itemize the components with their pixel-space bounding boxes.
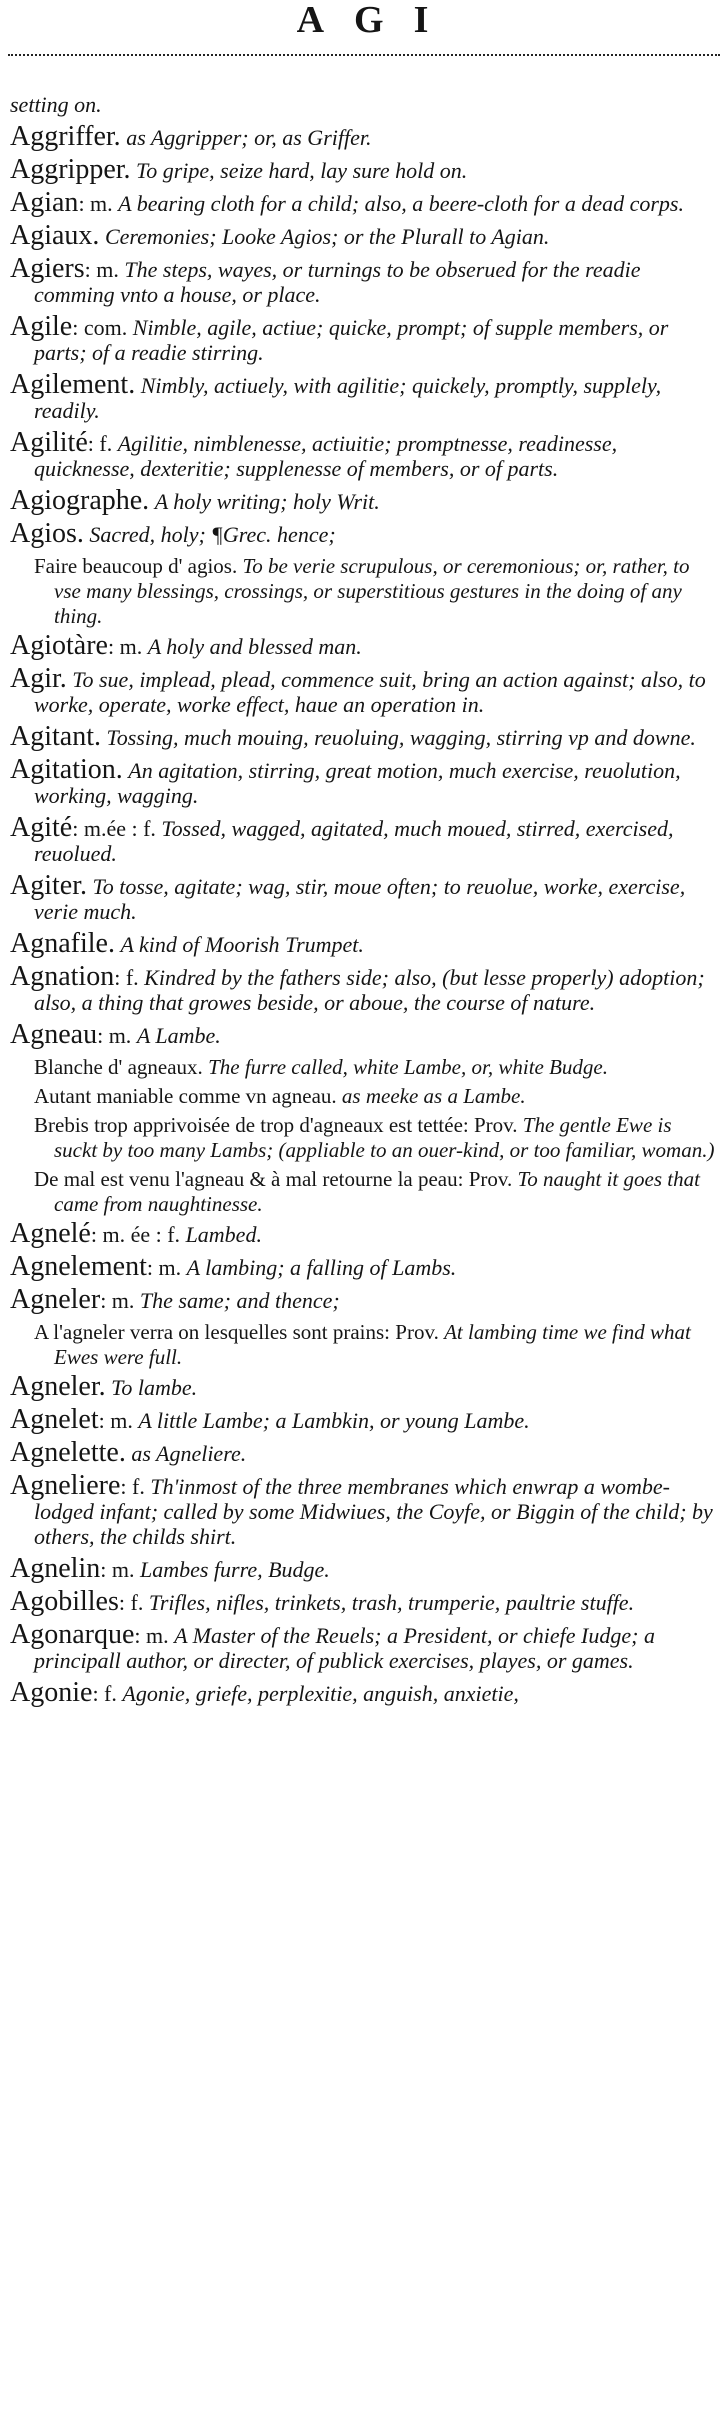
definition: To tosse, agitate; wag, stir, moue often; to reuolue, worke, exercise, verie much. [34,874,686,924]
definition: Kindred by the fathers side; also, (but lesse properly) adoption; also, a thing that growes beside, or aboue, the course of nature. [34,965,705,1015]
dictionary-entry [10,961,715,1015]
definition: To lambe. [111,1375,198,1400]
dictionary-entry [10,754,715,808]
definition: At lambing time we find what Ewes were full. [54,1320,691,1369]
dictionary-entry [10,721,715,752]
header-rule [8,54,720,56]
dictionary-entry [10,1218,715,1249]
definition: An agitation, stirring, great motion, much exercise, reuolution, working, wagging. [34,758,681,808]
dictionary-entry [10,812,715,866]
dictionary-entry [10,518,715,549]
headword: Agiographe. [10,485,150,516]
dictionary-entry [10,1371,715,1402]
grammar-tag: : m. [100,1288,135,1313]
headword: Agonie [10,1677,93,1708]
grammar-tag: : m. [146,1255,182,1280]
dictionary-entry [10,1553,715,1584]
headword: Agios. [10,518,84,549]
definition: To gripe, seize hard, lay sure hold on. [136,158,468,183]
dictionary-entry [10,1437,715,1468]
definition: The furre called, white Lambe, or, white Budge. [208,1055,608,1079]
definition: A holy writing; holy Writ. [154,489,380,514]
headword: Agiotàre [10,630,108,661]
headword: Agnelet [10,1404,99,1435]
dictionary-entry [10,1251,715,1282]
dictionary-entry [10,870,715,924]
grammar-tag: : f. [92,1681,117,1706]
running-head: AGI [296,0,459,41]
definition: The gentle Ewe is suckt by too many Lambs; (appliable to an ouer-kind, or too familiar, woman.) [54,1113,715,1162]
headword: Agnelin [10,1553,101,1584]
proverb-tag: Prov. [473,1113,518,1137]
grammar-tag: : f. [114,965,139,990]
dictionary-entry [10,928,715,959]
dictionary-entry [10,1586,715,1617]
dictionary-entry [10,630,715,661]
headword: Agiaux. [10,220,100,251]
headword: Agnation [10,961,115,992]
headword: Agir. [10,663,67,694]
definition: Tossed, wagged, agitated, much moued, stirred, exercised, reuolued. [34,816,674,866]
dictionary-entry [10,187,715,218]
definition: Th'inmost of the three membranes which enwrap a wombe-lodged infant; called by some Midwiues, the Coyfe, or Biggin of the child; by others, the childs shirt. [34,1474,713,1549]
headword: Agnelette. [10,1437,126,1468]
dictionary-entry [10,1619,715,1673]
headword: Agité [10,812,73,843]
proverb-tag: Prov. [395,1320,439,1344]
entry-list [10,92,715,1713]
headword: Agneler [10,1284,101,1315]
grammar-tag: : f. [118,1590,144,1615]
definition: The same; and thence; [139,1288,340,1313]
grammar-tag: : m. [84,257,119,282]
headword: Agitation. [10,754,123,785]
grammar-tag: : m. [97,1023,132,1048]
grammar-tag: : m. ée : f. [90,1222,181,1247]
definition: Tossing, much mouing, reuoluing, wagging, stirring vp and downe. [106,725,696,750]
phrase: Faire beaucoup d' agios. [34,554,238,578]
dictionary-entry [10,121,715,152]
dictionary-entry [10,663,715,717]
dictionary-entry [10,1470,715,1549]
phrase: Autant maniable comme vn agneau. [34,1084,337,1108]
dictionary-entry [10,369,715,423]
dictionary-entry [10,1019,715,1050]
dictionary-entry [10,485,715,516]
headword: Agobilles [10,1586,119,1617]
headword: Agneliere [10,1470,121,1501]
sub-entry [10,554,715,629]
grammar-tag: : com. [72,315,128,340]
definition: as Aggripper; or, as Griffer. [126,125,372,150]
definition: A bearing cloth for a child; also, a beere-cloth for a dead corps. [118,191,684,216]
headword: Agilité [10,427,88,458]
dictionary-entry [10,253,715,307]
definition: A lambing; a falling of Lambs. [186,1255,457,1280]
dictionary-entry [10,1677,715,1708]
definition: A little Lambe; a Lambkin, or young Lambe. [138,1408,530,1433]
grammar-tag: : m.ée : f. [72,816,156,841]
headword: Agitant. [10,721,101,752]
definition: Lambed. [185,1222,262,1247]
phrase: De mal est venu l'agneau & à mal retourne la peau: [34,1167,464,1191]
grammar-tag: : m. [107,634,143,659]
dictionary-entry [10,220,715,251]
definition: A Master of the Reuels; a President, or chiefe Iudge; a principall author, or directer, of publick exercises, playes, or games. [34,1623,655,1673]
definition: To be verie scrupulous, or ceremonious; or, rather, to vse many blessings, crossings, or superstitious gestures in the doing of any thing. [54,554,690,628]
definition: Trifles, nifles, trinkets, trash, trumperie, paultrie stuffe. [148,1590,635,1615]
headword: Agiter. [10,870,87,901]
definition: To sue, implead, plead, commence suit, bring an action against; also, to worke, operate, worke effect, haue an operation in. [34,667,706,717]
definition: Sacred, holy; ¶Grec. hence; [89,522,336,547]
headword: Aggriffer. [10,121,121,152]
phrase: A l'agneler verra on lesquelles sont prains: [34,1320,391,1344]
headword: Agilement. [10,369,136,400]
definition: as Agneliere. [131,1441,247,1466]
dictionary-entry [10,427,715,481]
definition: setting on. [10,92,102,117]
dictionary-entry [10,154,715,185]
phrase: Blanche d' agneaux. [34,1055,203,1079]
sub-entry [10,1320,715,1370]
phrase: Brebis trop apprivoisée de trop d'agneaux est tettée: [34,1113,469,1137]
headword: Agnelé [10,1218,91,1249]
grammar-tag: : m. [78,191,113,216]
headword: Agian [10,187,79,218]
sub-entry [10,1055,715,1080]
sub-entry [10,1167,715,1217]
definition: A kind of Moorish Trumpet. [120,932,364,957]
grammar-tag: : f. [120,1474,145,1499]
headword: Agile [10,311,73,342]
headword: Agnafile. [10,928,115,959]
grammar-tag: : f. [87,431,113,456]
headword: Aggripper. [10,154,131,185]
definition: To naught it goes that came from naughtinesse. [54,1167,700,1216]
headword: Agneau [10,1019,98,1050]
dictionary-entry [10,1404,715,1435]
definition: A holy and blessed man. [147,634,362,659]
dictionary-entry [10,92,715,117]
proverb-tag: Prov. [468,1167,513,1191]
headword: Agneler. [10,1371,106,1402]
grammar-tag: : m. [100,1557,135,1582]
definition: Nimble, agile, actiue; quicke, prompt; of supple members, or parts; of a readie stirring. [34,315,669,365]
grammar-tag: : m. [134,1623,169,1648]
definition: Lambes furre, Budge. [139,1557,330,1582]
definition: Ceremonies; Looke Agios; or the Plurall to Agian. [104,224,550,249]
definition: Nimbly, actiuely, with agilitie; quickely, promptly, supplely, readily. [34,373,662,423]
headword: Agiers [10,253,85,284]
sub-entry [10,1113,715,1163]
definition: A Lambe. [136,1023,221,1048]
definition: as meeke as a Lambe. [341,1084,526,1108]
sub-entry [10,1084,715,1109]
grammar-tag: : m. [98,1408,133,1433]
definition: Agilitie, nimblenesse, actiuitie; promptnesse, readinesse, quicknesse, dexteritie; supplenesse of members, or of parts. [34,431,618,481]
definition: The steps, wayes, or turnings to be obserued for the readie comming vnto a house, or place. [34,257,641,307]
headword: Agonarque [10,1619,135,1650]
dictionary-entry [10,1284,715,1315]
headword: Agnelement [10,1251,147,1282]
dictionary-entry [10,311,715,365]
definition: Agonie, griefe, perplexitie, anguish, anxietie, [122,1681,519,1706]
